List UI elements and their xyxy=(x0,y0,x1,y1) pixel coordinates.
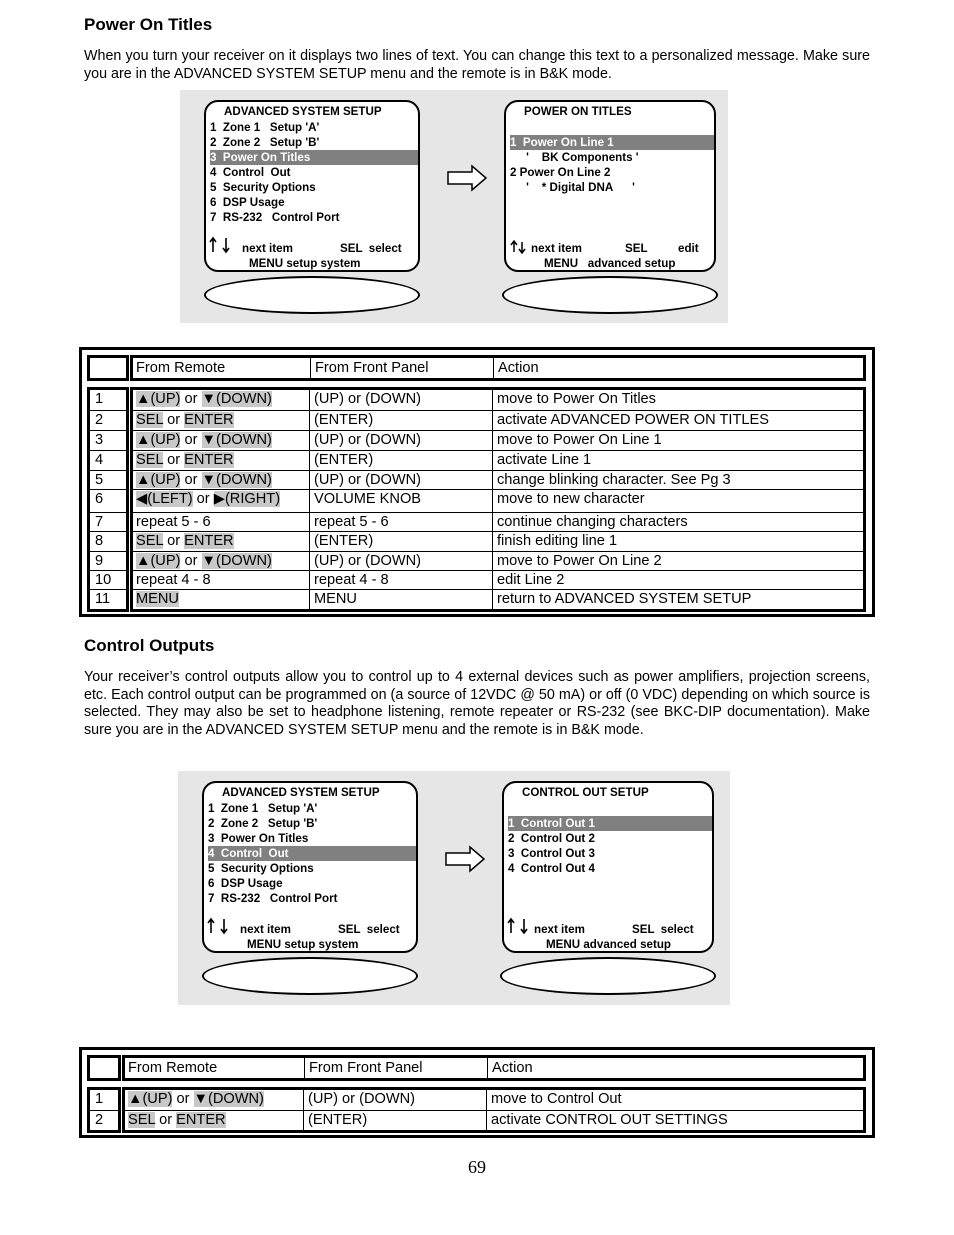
menu-line: ' * Digital DNA ' xyxy=(510,181,635,194)
step-number: 1 xyxy=(95,1091,104,1107)
footer-edit: edit xyxy=(678,242,699,255)
page-number: 69 xyxy=(468,1157,486,1177)
remote-text: or xyxy=(180,553,202,569)
remote-action-cell xyxy=(132,450,310,470)
remote-key: SEL xyxy=(136,412,164,428)
front-panel-cell: MENU xyxy=(310,589,493,609)
remote-text: or xyxy=(180,391,202,407)
front-panel-cell: (UP) or (DOWN) xyxy=(304,1090,487,1110)
advanced-system-setup-screen xyxy=(202,781,418,953)
header-number-cell xyxy=(87,355,129,381)
footer-menu: MENU advanced setup xyxy=(546,938,671,951)
menu-line: 2 Power On Line 2 xyxy=(510,166,611,179)
remote-action-cell xyxy=(132,390,310,410)
remote-key: ▲(UP) xyxy=(136,432,181,448)
section-paragraph-control-outputs: Your receiver’s control outputs allow you to control up to 4 external devices such as power amplifiers, projection screens, etc. Each control output can be programmed on (a source of 12VDC @ 50 mA) or off (0 VDC) depending on which source is selected. They may also be set to headphone listening, remote repeater or RS-232 (see BKC-DIP documentation). Make sure you are in the ADVANCED SYSTEM SETUP menu and the remote is in B&K mode. xyxy=(84,669,870,738)
remote-text: repeat 4 - 8 xyxy=(136,572,211,588)
screen-base-oval xyxy=(502,276,718,314)
menu-line: 1 Zone 1 Setup 'A' xyxy=(210,121,320,134)
footer-select: SEL xyxy=(625,242,648,255)
screen-base-oval xyxy=(204,276,420,314)
power-on-titles-screen xyxy=(504,100,716,272)
remote-key: ▼(DOWN) xyxy=(201,553,272,569)
remote-text: or xyxy=(155,1112,177,1128)
remote-text: or xyxy=(192,491,214,507)
footer-menu: MENU setup system xyxy=(247,938,359,951)
front-panel-cell: (UP) or (DOWN) xyxy=(310,390,493,410)
screen-base-oval xyxy=(500,957,716,995)
front-panel-cell: (ENTER) xyxy=(310,531,493,551)
remote-text: or xyxy=(163,412,185,428)
footer-next-item: next item xyxy=(531,242,582,255)
column-header: From Remote xyxy=(128,1060,218,1076)
section-heading-power-on-titles: Power On Titles xyxy=(84,15,213,34)
remote-key: MENU xyxy=(136,591,179,607)
front-panel-cell: (UP) or (DOWN) xyxy=(310,430,493,450)
front-panel-cell: (ENTER) xyxy=(310,450,493,470)
action-cell: edit Line 2 xyxy=(493,570,863,589)
remote-key: ◀(LEFT) xyxy=(136,491,193,507)
screen-title: POWER ON TITLES xyxy=(524,105,632,118)
column-header: From Front Panel xyxy=(310,357,493,379)
remote-text: or xyxy=(172,1091,194,1107)
up-down-arrows-icon xyxy=(510,240,530,254)
step-number: 2 xyxy=(90,1110,118,1130)
up-down-arrows-icon xyxy=(506,917,532,935)
step-number: 10 xyxy=(90,570,126,589)
footer-select: SEL select xyxy=(338,923,400,936)
remote-key: ▲(UP) xyxy=(136,472,181,488)
remote-key: ▲(UP) xyxy=(136,391,181,407)
menu-line: 2 Zone 2 Setup 'B' xyxy=(210,136,320,149)
front-panel-cell: repeat 4 - 8 xyxy=(310,570,493,589)
remote-action-cell xyxy=(132,430,310,450)
screen-title: ADVANCED SYSTEM SETUP xyxy=(224,105,382,118)
remote-key: ▶(RIGHT) xyxy=(213,491,281,507)
footer-next-item: next item xyxy=(242,242,293,255)
menu-line: 7 RS-232 Control Port xyxy=(208,892,338,905)
action-cell: move to Power On Line 1 xyxy=(493,430,863,450)
column-header: Action xyxy=(493,357,863,379)
front-panel-cell: VOLUME KNOB xyxy=(310,489,493,512)
power-on-titles-figure xyxy=(180,90,728,323)
remote-key: SEL xyxy=(128,1112,156,1128)
footer-select: SEL select xyxy=(340,242,402,255)
remote-action-cell xyxy=(132,570,310,589)
front-panel-cell: (ENTER) xyxy=(310,410,493,430)
footer-menu: MENU setup system xyxy=(249,257,361,270)
remote-text: repeat 5 - 6 xyxy=(136,514,211,530)
step-number: 3 xyxy=(90,430,126,450)
advanced-system-setup-screen xyxy=(204,100,420,272)
step-number: 5 xyxy=(90,470,126,489)
remote-key: ▼(DOWN) xyxy=(193,1091,264,1107)
section-paragraph-power-on-titles: When you turn your receiver on it displays two lines of text. You can change this text to a personalized message. Make sure you are in the ADVANCED SYSTEM SETUP menu and the remote is in B&K mode. xyxy=(84,48,870,82)
action-cell: activate ADVANCED POWER ON TITLES xyxy=(493,410,863,430)
screen-base-oval xyxy=(202,957,418,995)
up-down-arrows-icon xyxy=(206,917,232,935)
remote-key: SEL xyxy=(136,452,164,468)
menu-line: 2 Zone 2 Setup 'B' xyxy=(208,817,318,830)
menu-line: 7 RS-232 Control Port xyxy=(210,211,340,224)
menu-line: 2 Control Out 2 xyxy=(508,832,595,845)
front-panel-cell: (UP) or (DOWN) xyxy=(310,470,493,489)
menu-line: 3 Control Out 3 xyxy=(508,847,595,860)
screen-title: CONTROL OUT SETUP xyxy=(522,786,649,799)
remote-key: ENTER xyxy=(184,412,234,428)
remote-action-cell xyxy=(132,470,310,489)
section-heading-control-outputs: Control Outputs xyxy=(84,636,215,655)
right-arrow-icon xyxy=(446,164,488,192)
front-panel-cell: repeat 5 - 6 xyxy=(310,512,493,531)
screen-title: ADVANCED SYSTEM SETUP xyxy=(222,786,380,799)
column-header: From Front Panel xyxy=(304,1057,487,1079)
menu-line: 5 Security Options xyxy=(210,181,316,194)
action-cell: finish editing line 1 xyxy=(493,531,863,551)
remote-text: or xyxy=(180,472,202,488)
up-down-arrows-icon xyxy=(208,236,234,254)
remote-key: ▲(UP) xyxy=(136,553,181,569)
remote-action-cell xyxy=(124,1110,304,1130)
menu-line: 4 Control Out xyxy=(210,166,291,179)
step-number: 11 xyxy=(90,589,126,609)
remote-text: or xyxy=(180,432,202,448)
step-number: 9 xyxy=(90,551,126,570)
footer-next-item: next item xyxy=(534,923,585,936)
action-cell: activate CONTROL OUT SETTINGS xyxy=(487,1110,863,1130)
header-number-cell xyxy=(87,1055,121,1081)
menu-line-selected: 4 Control Out xyxy=(208,846,416,861)
power-on-titles-steps-table xyxy=(79,347,875,617)
remote-text: or xyxy=(163,533,185,549)
column-header: Action xyxy=(487,1057,863,1079)
remote-action-cell xyxy=(132,531,310,551)
action-cell: move to Power On Line 2 xyxy=(493,551,863,570)
menu-line-selected: 1 Control Out 1 xyxy=(508,816,712,831)
remote-key: ▼(DOWN) xyxy=(201,472,272,488)
action-cell: move to Power On Titles xyxy=(497,391,656,407)
footer-next-item: next item xyxy=(240,923,291,936)
menu-line-selected: 3 Power On Titles xyxy=(210,150,418,165)
menu-line-selected: 1 Power On Line 1 xyxy=(510,135,714,150)
menu-line: ' BK Components ' xyxy=(510,151,639,164)
front-panel-cell: (ENTER) xyxy=(304,1110,487,1130)
action-cell: change blinking character. See Pg 3 xyxy=(493,470,863,489)
menu-line: 6 DSP Usage xyxy=(208,877,283,890)
column-header: From Remote xyxy=(136,360,226,376)
control-outputs-steps-table xyxy=(79,1047,875,1138)
footer-select: SEL select xyxy=(632,923,694,936)
menu-line: 4 Control Out 4 xyxy=(508,862,595,875)
menu-line: 1 Zone 1 Setup 'A' xyxy=(208,802,318,815)
remote-action-cell xyxy=(132,512,310,531)
step-number: 8 xyxy=(90,531,126,551)
remote-key: ▲(UP) xyxy=(128,1091,173,1107)
step-number: 2 xyxy=(90,410,126,430)
footer-menu: MENU advanced setup xyxy=(544,257,676,270)
action-cell: continue changing characters xyxy=(493,512,863,531)
action-cell: activate Line 1 xyxy=(493,450,863,470)
step-number: 4 xyxy=(90,450,126,470)
remote-action-cell xyxy=(132,551,310,570)
step-number: 1 xyxy=(95,391,104,407)
remote-key: ▼(DOWN) xyxy=(201,391,272,407)
menu-line: 5 Security Options xyxy=(208,862,314,875)
right-arrow-icon xyxy=(444,845,486,873)
remote-action-cell xyxy=(124,1090,304,1110)
remote-action-cell xyxy=(132,489,310,512)
control-out-setup-screen xyxy=(502,781,714,953)
remote-key: ▼(DOWN) xyxy=(201,432,272,448)
remote-action-cell xyxy=(132,589,310,609)
action-cell: move to Control Out xyxy=(491,1091,622,1107)
front-panel-cell: (UP) or (DOWN) xyxy=(310,551,493,570)
menu-line: 3 Power On Titles xyxy=(208,832,309,845)
remote-text: or xyxy=(163,452,185,468)
action-cell: move to new character xyxy=(493,489,863,512)
control-outputs-figure xyxy=(178,771,730,1005)
step-number: 7 xyxy=(90,512,126,531)
step-number: 6 xyxy=(90,489,126,512)
remote-key: ENTER xyxy=(176,1112,226,1128)
remote-key: SEL xyxy=(136,533,164,549)
remote-key: ENTER xyxy=(184,452,234,468)
action-cell: return to ADVANCED SYSTEM SETUP xyxy=(493,589,863,609)
menu-line: 6 DSP Usage xyxy=(210,196,285,209)
remote-action-cell xyxy=(132,410,310,430)
remote-key: ENTER xyxy=(184,533,234,549)
